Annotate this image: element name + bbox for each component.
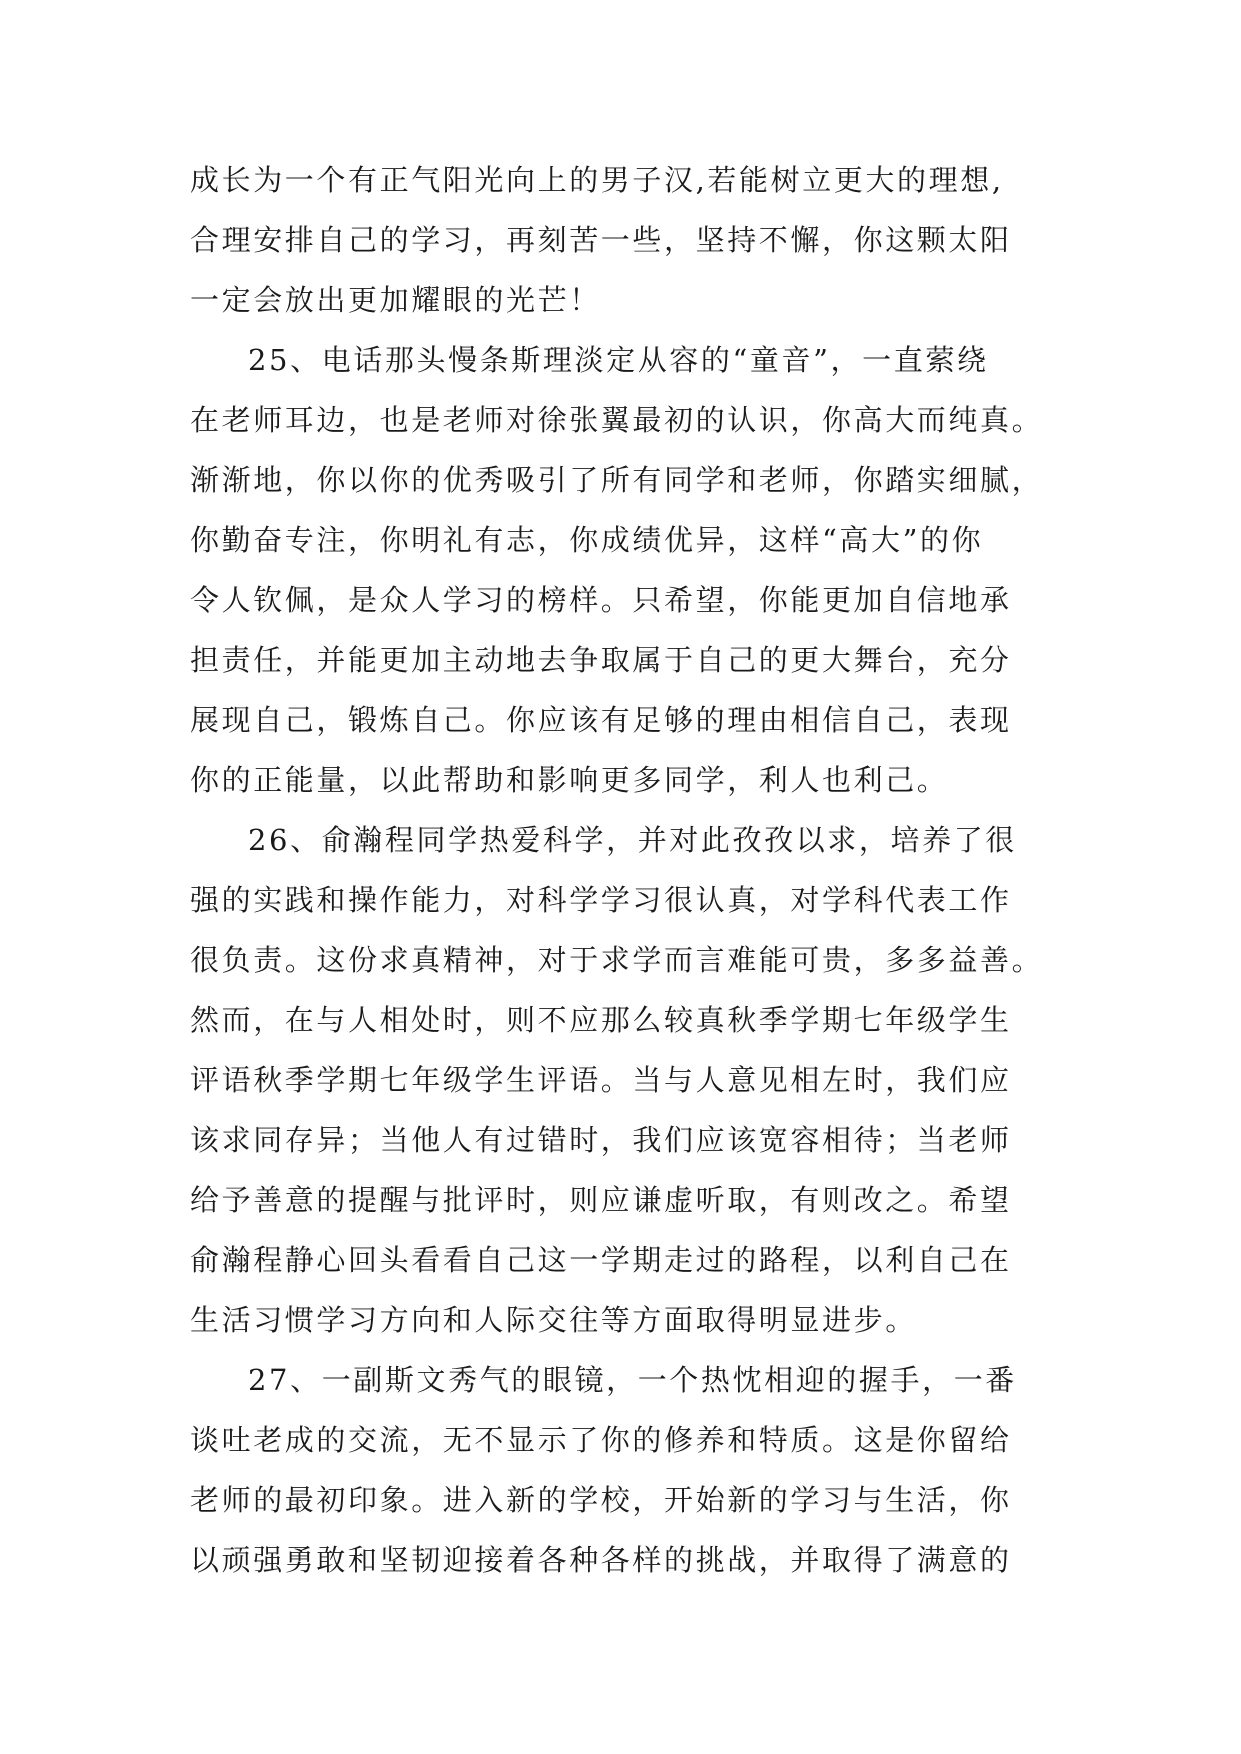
text-line: 然而，在与人相处时，则不应那么较真秋季学期七年级学生 xyxy=(190,1003,1012,1037)
text-line: 令人钦佩，是众人学习的榜样。只希望，你能更加自信地承 xyxy=(190,583,1012,617)
text-line: 渐渐地，你以你的优秀吸引了所有同学和老师，你踏实细腻， xyxy=(190,463,1044,497)
document-body xyxy=(190,150,1090,1590)
text-line: 俞瀚程静心回头看看自己这一学期走过的路程，以利自己在 xyxy=(190,1243,1012,1277)
paragraph-25-first-line: 25、电话那头慢条斯理淡定从容的“童音”，一直萦绕 xyxy=(248,343,989,377)
text-line: 一定会放出更加耀眼的光芒！ xyxy=(190,283,601,317)
text-line: 展现自己，锻炼自己。你应该有足够的理由相信自己，表现 xyxy=(190,703,1012,737)
text-line: 以顽强勇敢和坚韧迎接着各种各样的挑战，并取得了满意的 xyxy=(190,1543,1012,1577)
paragraph-27-first-line: 27、一副斯文秀气的眼镜，一个热忱相迎的握手，一番 xyxy=(248,1363,1017,1397)
text-line: 给予善意的提醒与批评时，则应谦虚听取，有则改之。希望 xyxy=(190,1183,1012,1217)
text-line: 该求同存异；当他人有过错时，我们应该宽容相待；当老师 xyxy=(190,1123,1012,1157)
text-line: 成长为一个有正气阳光向上的男子汉,若能树立更大的理想, xyxy=(190,163,1004,197)
text-line: 老师的最初印象。进入新的学校，开始新的学习与生活，你 xyxy=(190,1483,1012,1517)
paragraph-26-first-line: 26、俞瀚程同学热爱科学，并对此孜孜以求，培养了很 xyxy=(248,823,1017,857)
text-line: 生活习惯学习方向和人际交往等方面取得明显进步。 xyxy=(190,1303,917,1337)
text-line: 谈吐老成的交流，无不显示了你的修养和特质。这是你留给 xyxy=(190,1423,1012,1457)
text-line: 很负责。这份求真精神，对于求学而言难能可贵，多多益善。 xyxy=(190,943,1044,977)
text-line: 强的实践和操作能力，对科学学习很认真，对学科代表工作 xyxy=(190,883,1012,917)
text-line: 合理安排自己的学习，再刻苦一些，坚持不懈，你这颗太阳 xyxy=(190,223,1012,257)
text-line: 评语秋季学期七年级学生评语。当与人意见相左时，我们应 xyxy=(190,1063,1012,1097)
text-line: 在老师耳边，也是老师对徐张翼最初的认识，你高大而纯真。 xyxy=(190,403,1044,437)
text-line: 你的正能量，以此帮助和影响更多同学，利人也利己。 xyxy=(190,763,949,797)
text-line: 你勤奋专注，你明礼有志，你成绩优异，这样“高大”的你 xyxy=(190,523,984,557)
text-line: 担责任，并能更加主动地去争取属于自己的更大舞台，充分 xyxy=(190,643,1012,677)
